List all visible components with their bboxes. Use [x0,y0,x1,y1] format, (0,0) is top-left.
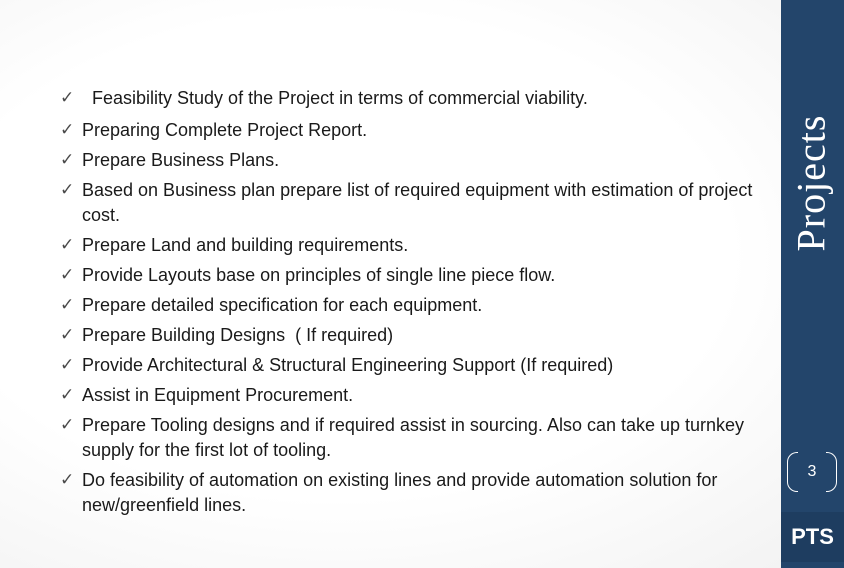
checkmark-icon: ✓ [60,295,75,315]
slide-content [60,86,760,523]
bullet-text: Preparing Complete Project Report. [82,120,368,140]
checkmark-icon: ✓ [60,150,75,170]
checkmark-icon: ✓ [60,265,75,285]
slide-title: Projects [788,114,834,252]
bullet-text: Based on Business plan prepare list of required equipment with estimation of project cost. [82,180,753,225]
bullet-item [60,263,760,288]
bullet-text: Provide Architectural & Structural Engineering Support (If required) [82,355,614,375]
bullet-text: Prepare Tooling designs and if required assist in sourcing. Also can take up turnkey supply for the first lot of tooling. [82,415,745,460]
bullet-text: Prepare detailed specification for each equipment. [82,295,483,315]
checkmark-icon: ✓ [60,385,75,405]
bullet-item [60,293,760,318]
checkmark-icon: ✓ [60,325,75,345]
bullet-item [60,118,760,143]
bullet-text: Feasibility Study of the Project in terms of commercial viability. [92,88,588,108]
bullet-text: Prepare Business Plans. [82,150,280,170]
logo-text: PTS [791,524,834,549]
bullet-item [60,353,760,378]
bullet-text: Prepare Land and building requirements. [82,235,409,255]
checkmark-icon: ✓ [60,235,75,255]
right-brace-icon [826,452,837,492]
checkmark-icon: ✓ [60,415,75,435]
bullet-item [60,413,760,463]
checkmark-icon: ✓ [60,470,75,490]
bullet-item [60,323,760,348]
bullet-text: Assist in Equipment Procurement. [82,385,354,405]
bullet-item [60,468,760,518]
left-brace-icon [787,452,798,492]
bullet-text: Prepare Building Designs ( If required) [82,325,394,345]
bullet-list [60,86,760,518]
bullet-item [60,148,760,173]
page-number-text: 3 [807,463,817,480]
bullet-item [60,178,760,228]
checkmark-icon: ✓ [60,120,75,140]
bullet-text: Do feasibility of automation on existing lines and provide automation solution for new/greenfield lines. [82,470,718,515]
pts-logo [781,512,844,562]
page-number [787,452,837,492]
checkmark-icon: ✓ [60,355,75,375]
bullet-text: Provide Layouts base on principles of single line piece flow. [82,265,556,285]
bullet-item [60,86,760,111]
bullet-item [60,383,760,408]
bullet-item [60,233,760,258]
checkmark-icon: ✓ [60,88,75,108]
checkmark-icon: ✓ [60,180,75,200]
